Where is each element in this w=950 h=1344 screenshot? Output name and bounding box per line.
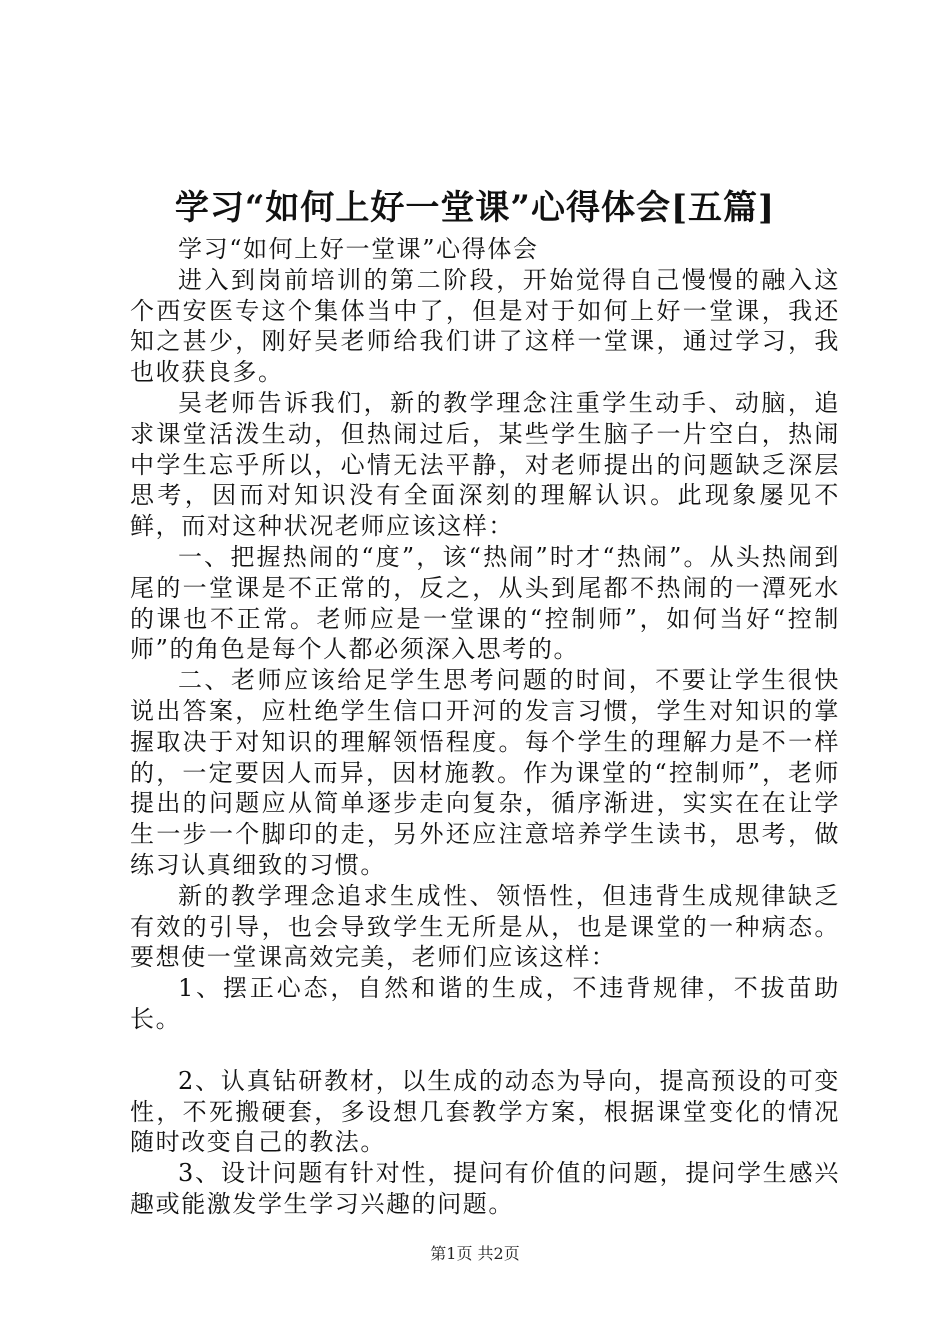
body-paragraph: 一、把握热闹的“度”，该“热闹”时才“热闹”。从头热闹到尾的一堂课是不正常的，反之，从头到尾都不热闹的一潭死水的课也不正常。老师应是一堂课的“控制师”，如何当好“控制师”的角色是每个人都必须深入思考的。 (130, 542, 840, 664)
list-item-paragraph: 3、设计问题有针对性，提问有价值的问题，提问学生感兴趣或能激发学生学习兴趣的问题。 (130, 1159, 840, 1218)
subtitle-paragraph: 学习“如何上好一堂课”心得体会 (178, 235, 539, 263)
page-number-footer: 第1页 共2页 (430, 1244, 520, 1263)
document-title: 学习“如何上好一堂课”心得体会[五篇] (174, 188, 776, 228)
document-body (130, 234, 840, 1220)
body-paragraph: 吴老师告诉我们，新的教学理念注重学生动手、动脑，追求课堂活泼生动，但热闹过后，某些学生脑子一片空白，热闹中学生忘乎所以，心情无法平静，对老师提出的问题缺乏深层思考，因而对知识没有全面深刻的理解认识。此现象屡见不鲜，而对这种状况老师应该这样： (130, 388, 840, 541)
body-paragraph: 进入到岗前培训的第二阶段，开始觉得自己慢慢的融入这个西安医专这个集体当中了，但是对于如何上好一堂课，我还知之甚少，刚好吴老师给我们讲了这样一堂课，通过学习，我也收获良多。 (130, 265, 840, 387)
body-paragraph: 新的教学理念追求生成性、领悟性，但违背生成规律缺乏有效的引导，也会导致学生无所是从，也是课堂的一种病态。要想使一堂课高效完美，老师们应该这样： (130, 881, 840, 972)
body-paragraph: 二、老师应该给足学生思考问题的时间，不要让学生很快说出答案，应杜绝学生信口开河的发言习惯，学生对知识的掌握取决于对知识的理解领悟程度。每个学生的理解力是不一样的，一定要因人而异，因材施教。作为课堂的“控制师”，老师提出的问题应从简单逐步走向复杂，循序渐进，实实在在让学生一步一个脚印的走，另外还应注意培养学生读书，思考，做练习认真细致的习惯。 (130, 666, 840, 879)
list-item-paragraph: 1、摆正心态，自然和谐的生成，不违背规律，不拔苗助长。 (130, 974, 840, 1033)
list-item-paragraph: 2、认真钻研教材，以生成的动态为导向，提高预设的可变性，不死搬硬套，多设想几套教学方案，根据课堂变化的情况随时改变自己的教法。 (130, 1066, 840, 1157)
